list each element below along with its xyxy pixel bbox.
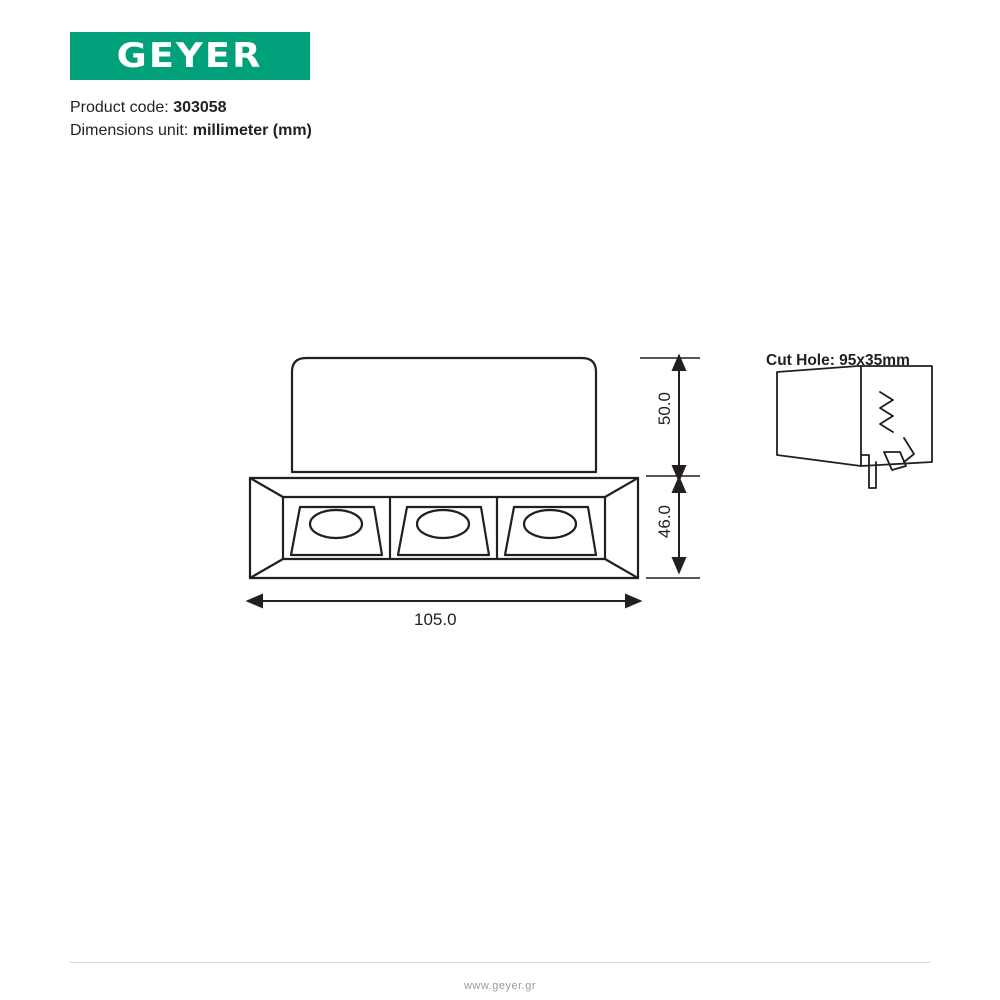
brand-logo-text: GEYER [116, 36, 263, 76]
product-code-value: 303058 [173, 99, 227, 116]
dim-arrow-46-top [673, 478, 685, 492]
dim-arrow-50-top [673, 356, 685, 370]
dim-arrow-105-right [626, 595, 640, 607]
dimensions-unit-value: millimeter (mm) [192, 122, 312, 139]
product-code-label: Product code: [70, 99, 169, 116]
product-code-row [70, 96, 312, 119]
dimensions-unit-label: Dimensions unit: [70, 122, 189, 139]
bezel-corner-br [605, 559, 638, 578]
brand-logo [70, 32, 310, 80]
dim-arrow-50-bottom [673, 466, 685, 480]
dim-arrow-105-left [248, 595, 262, 607]
footer-divider [70, 962, 930, 963]
housing-body [292, 358, 596, 472]
dimension-label-height-top: 50.0 [655, 392, 674, 426]
bezel-corner-tr [605, 478, 638, 497]
dimension-lines [248, 356, 700, 607]
reflector-cell-1 [291, 507, 382, 555]
reflector-cell-3 [505, 507, 596, 555]
dimension-label-height-bottom: 46.0 [655, 505, 674, 539]
bezel-corner-tl [250, 478, 283, 497]
reflector-cell-2 [398, 507, 489, 555]
cut-hole-note: Cut Hole: 95x35mm [766, 352, 910, 369]
bezel-inner [283, 497, 605, 559]
dimension-label-width: 105.0 [414, 610, 457, 629]
product-meta [70, 96, 312, 142]
footer-website: www.geyer.gr [463, 980, 537, 992]
cut-hole-detail [777, 366, 932, 488]
bezel-corner-bl [250, 559, 283, 578]
bezel-outer [250, 478, 638, 578]
dim-arrow-46-bottom [673, 558, 685, 572]
dimensions-unit-row [70, 119, 312, 142]
